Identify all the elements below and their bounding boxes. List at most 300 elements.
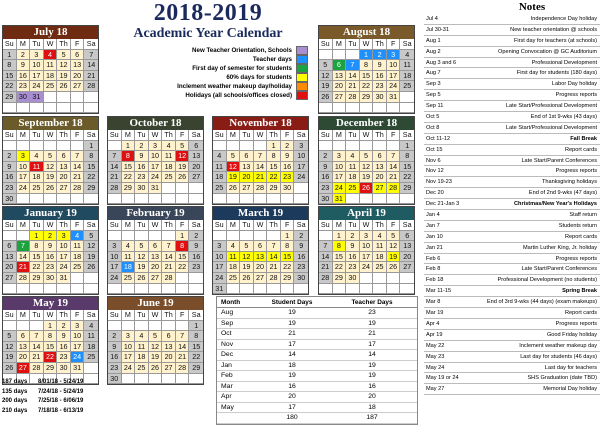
day-cell: 18 (71, 252, 85, 263)
empty-cell (3, 231, 17, 242)
notes-panel (424, 0, 600, 414)
note-row (424, 232, 600, 243)
note-event: SHS Graduation (date TBD) (527, 375, 597, 382)
note-date: Sep 11 (426, 103, 444, 110)
legend-row (118, 64, 308, 73)
day-cell: 18 (346, 172, 360, 183)
month-header: January 19 (3, 207, 98, 220)
month-header: April 19 (319, 207, 414, 220)
note-event: Progress reports (555, 92, 597, 99)
empty-cell (346, 50, 360, 61)
empty-cell (44, 103, 58, 114)
day-cell: 12 (3, 342, 17, 353)
note-row (424, 319, 600, 330)
day-cell: 6 (149, 241, 163, 252)
day-cell: 1 (281, 231, 295, 242)
empty-cell (373, 194, 387, 205)
note-event: New teacher orientation @ schools (510, 26, 597, 33)
count-teacher: 16 (368, 382, 376, 390)
note-row (424, 330, 600, 341)
day-cell: 27 (189, 172, 203, 183)
day-cell: 27 (3, 273, 17, 284)
day-cell: 18 (400, 71, 414, 82)
weekday-label: Tu (346, 39, 360, 50)
day-cell: 21 (319, 262, 333, 273)
note-row (424, 341, 600, 352)
legend (118, 46, 308, 100)
day-cell: 31 (333, 194, 347, 205)
note-row (424, 308, 600, 319)
day-cell: 6 (71, 50, 85, 61)
count-student: 19 (288, 372, 296, 379)
empty-cell (333, 141, 347, 152)
day-cell: 24 (294, 172, 308, 183)
day-cell: 31 (57, 273, 71, 284)
empty-cell (189, 284, 203, 295)
month-header: November 18 (213, 117, 308, 130)
day-cell: 13 (162, 342, 176, 353)
day-cell: 9 (108, 342, 122, 353)
day-cell: 1 (176, 231, 190, 242)
note-date: Jan 4 (426, 212, 440, 219)
empty-cell (162, 321, 176, 332)
empty-cell (17, 231, 31, 242)
weekday-label: Tu (240, 130, 254, 141)
day-cell: 3 (294, 141, 308, 152)
note-event: Late Start/Professional Development (505, 124, 597, 131)
day-cell: 7 (84, 50, 98, 61)
note-date: Sep 5 (426, 92, 441, 99)
day-cell: 10 (360, 241, 374, 252)
day-cell: 27 (333, 92, 347, 103)
count-student: 18 (288, 361, 296, 369)
day-cell: 24 (17, 183, 31, 194)
weekday-label: W (149, 310, 163, 321)
day-cell: 22 (360, 81, 374, 92)
empty-cell (213, 194, 227, 205)
note-row (424, 177, 600, 188)
note-row (424, 199, 600, 210)
day-cell: 29 (189, 363, 203, 374)
day-cell: 26 (149, 363, 163, 374)
day-count-row (217, 382, 417, 393)
day-cell: 4 (346, 151, 360, 162)
weekday-label: F (387, 130, 401, 141)
day-cell: 8 (189, 331, 203, 342)
day-cell: 7 (162, 241, 176, 252)
day-cell: 7 (71, 151, 85, 162)
day-cell: 6 (189, 141, 203, 152)
day-cell: 10 (108, 252, 122, 263)
day-cell: 2 (108, 331, 122, 342)
empty-cell (135, 231, 149, 242)
day-cell: 25 (346, 183, 360, 194)
day-cell: 26 (240, 273, 254, 284)
legend-swatch (296, 82, 308, 91)
day-cell: 9 (319, 162, 333, 173)
legend-label: 60% days for students (226, 74, 292, 81)
day-cell: 26 (360, 183, 374, 194)
day-cell: 5 (319, 60, 333, 71)
empty-cell (17, 194, 31, 205)
note-date: May 27 (426, 386, 445, 393)
day-cell: 20 (333, 81, 347, 92)
day-cell: 16 (373, 71, 387, 82)
count-month: Mar (221, 382, 233, 390)
day-cell: 25 (227, 273, 241, 284)
count-student: 19 (288, 309, 296, 316)
day-cell: 11 (84, 331, 98, 342)
weekday-label: M (122, 310, 136, 321)
note-date: Feb 8 (426, 266, 441, 273)
empty-cell (213, 141, 227, 152)
weekday-label: Sa (84, 220, 98, 231)
day-cell: 1 (333, 231, 347, 242)
day-cell: 20 (57, 172, 71, 183)
day-cell: 28 (387, 183, 401, 194)
day-cell: 2 (17, 50, 31, 61)
day-count-table (216, 296, 418, 425)
weekday-label: Th (57, 220, 71, 231)
day-cell: 24 (30, 81, 44, 92)
day-cell: 10 (57, 241, 71, 252)
day-count-rows (217, 308, 417, 424)
legend-swatch (296, 55, 308, 64)
empty-cell (294, 194, 308, 205)
weekday-label: Th (373, 220, 387, 231)
empty-cell (3, 321, 17, 332)
day-cell: 26 (319, 92, 333, 103)
day-cell: 27 (240, 183, 254, 194)
day-cell: 16 (3, 172, 17, 183)
day-cell: 21 (387, 172, 401, 183)
empty-cell (400, 273, 414, 284)
day-cell: 18 (373, 252, 387, 263)
day-cell: 20 (71, 71, 85, 82)
weekday-label: W (44, 310, 58, 321)
total-range: 8/01/18 - 5/24/19 (38, 379, 84, 385)
note-row (424, 79, 600, 90)
day-cell: 19 (227, 172, 241, 183)
note-event: Report cards (564, 146, 597, 153)
month-header: December 18 (319, 117, 414, 130)
day-cell: 13 (149, 252, 163, 263)
day-cell: 26 (44, 183, 58, 194)
empty-cell (57, 284, 71, 295)
day-cell: 28 (176, 363, 190, 374)
empty-cell (44, 194, 58, 205)
day-cell: 4 (213, 151, 227, 162)
empty-cell (360, 141, 374, 152)
total-label: 135 days (2, 388, 28, 395)
day-cell: 7 (17, 241, 31, 252)
day-cell: 7 (319, 241, 333, 252)
day-cell: 7 (346, 60, 360, 71)
weekday-label: Tu (346, 220, 360, 231)
day-cell: 15 (360, 71, 374, 82)
weekday-label: F (281, 130, 295, 141)
empty-cell (319, 284, 333, 295)
day-cell: 19 (135, 262, 149, 273)
month-november (212, 116, 309, 205)
note-row (424, 68, 600, 79)
day-cell: 21 (267, 262, 281, 273)
day-cell: 4 (400, 50, 414, 61)
day-cell: 29 (400, 183, 414, 194)
day-cell: 21 (17, 262, 31, 273)
empty-cell (162, 194, 176, 205)
day-cell: 17 (149, 162, 163, 173)
day-cell: 9 (17, 60, 31, 71)
day-cell: 27 (162, 363, 176, 374)
day-cell: 22 (3, 81, 17, 92)
day-cell: 28 (162, 273, 176, 284)
day-cell: 4 (84, 321, 98, 332)
day-count-row (217, 319, 417, 330)
weekday-label: W (44, 220, 58, 231)
empty-cell (227, 141, 241, 152)
day-cell: 17 (333, 172, 347, 183)
count-teacher: 187 (366, 414, 378, 421)
weekday-label: Sa (189, 220, 203, 231)
day-cell: 2 (373, 50, 387, 61)
note-row (424, 90, 600, 101)
month-header: March 19 (213, 207, 308, 220)
empty-cell (319, 231, 333, 242)
empty-cell (213, 231, 227, 242)
day-cell: 26 (3, 363, 17, 374)
count-month: Dec (221, 351, 234, 358)
empty-cell (400, 194, 414, 205)
note-date: Feb 18 (426, 277, 444, 284)
day-cell: 4 (44, 50, 58, 61)
day-cell: 22 (333, 262, 347, 273)
month-grid (3, 310, 98, 384)
month-header: September 18 (3, 117, 98, 130)
day-cell: 1 (3, 50, 17, 61)
empty-cell (333, 103, 347, 114)
count-month: Oct (221, 330, 232, 337)
day-cell: 23 (346, 262, 360, 273)
weekday-label: Su (213, 220, 227, 231)
day-cell: 30 (44, 273, 58, 284)
note-row (424, 384, 600, 395)
day-cell: 30 (346, 273, 360, 284)
empty-cell (71, 284, 85, 295)
col-student-days: Student Days (271, 299, 313, 306)
day-cell: 25 (213, 183, 227, 194)
weekday-label: Sa (84, 130, 98, 141)
day-cell: 15 (176, 252, 190, 263)
empty-cell (254, 231, 268, 242)
day-cell: 9 (135, 151, 149, 162)
weekday-label: F (71, 220, 85, 231)
day-cell: 18 (162, 162, 176, 173)
note-date: Jul 30-31 (426, 26, 450, 33)
day-cell: 17 (108, 262, 122, 273)
weekday-label: Sa (400, 130, 414, 141)
count-student: 180 (286, 414, 298, 421)
note-row (424, 25, 600, 36)
weekday-label: W (360, 39, 374, 50)
day-cell: 13 (57, 162, 71, 173)
day-cell: 3 (333, 151, 347, 162)
note-row (424, 363, 600, 374)
day-cell: 16 (346, 252, 360, 263)
month-december (318, 116, 415, 205)
day-cell: 18 (84, 342, 98, 353)
month-august (318, 25, 415, 114)
note-event: Progress reports (555, 320, 597, 327)
count-teacher: 18 (368, 403, 376, 411)
day-cell: 17 (122, 352, 136, 363)
note-event: Last day for students (46 days) (520, 353, 597, 360)
day-cell: 19 (3, 352, 17, 363)
empty-cell (294, 183, 308, 194)
day-cell: 22 (176, 262, 190, 273)
day-cell: 8 (360, 60, 374, 71)
empty-cell (254, 284, 268, 295)
weekday-label: Su (319, 39, 333, 50)
empty-cell (57, 194, 71, 205)
note-row (424, 221, 600, 232)
note-date: Aug 1 (426, 37, 441, 44)
day-cell: 16 (57, 342, 71, 353)
day-cell: 1 (267, 141, 281, 152)
weekday-label: Th (267, 130, 281, 141)
day-cell: 5 (84, 231, 98, 242)
day-cell: 13 (17, 342, 31, 353)
note-date: Nov 19-23 (426, 179, 452, 186)
count-student: 17 (288, 340, 296, 348)
note-date: Sep 3 (426, 81, 441, 88)
empty-cell (387, 194, 401, 205)
day-cell: 27 (57, 183, 71, 194)
day-cell: 12 (44, 162, 58, 173)
note-event: Report cards (564, 310, 597, 317)
day-cell: 5 (57, 50, 71, 61)
day-cell: 11 (30, 162, 44, 173)
note-event: End of 2nd 9-wks (47 days) (528, 190, 597, 197)
note-row (424, 14, 600, 25)
day-cell: 14 (319, 252, 333, 263)
day-cell: 5 (149, 331, 163, 342)
empty-cell (346, 284, 360, 295)
empty-cell (373, 103, 387, 114)
count-teacher: 19 (368, 319, 376, 327)
day-cell: 13 (71, 60, 85, 71)
day-cell: 12 (227, 162, 241, 173)
empty-cell (319, 141, 333, 152)
day-cell: 15 (333, 252, 347, 263)
day-cell: 8 (122, 151, 136, 162)
day-cell: 20 (373, 172, 387, 183)
note-date: Aug 7 (426, 70, 441, 77)
day-cell: 12 (240, 252, 254, 263)
day-cell: 14 (267, 252, 281, 263)
empty-cell (281, 194, 295, 205)
weekday-label: W (149, 130, 163, 141)
day-cell: 29 (267, 183, 281, 194)
note-date: Jan 21 (426, 244, 443, 251)
day-cell: 9 (44, 241, 58, 252)
day-cell: 17 (57, 252, 71, 263)
day-cell: 6 (3, 241, 17, 252)
weekday-label: F (176, 220, 190, 231)
day-cell: 4 (135, 331, 149, 342)
note-event: Independence Day holiday (530, 16, 597, 22)
empty-cell (135, 374, 149, 385)
empty-cell (360, 194, 374, 205)
note-row (424, 297, 600, 308)
weekday-label: Th (57, 310, 71, 321)
empty-cell (387, 141, 401, 152)
note-event: Memorial Day holiday (543, 386, 597, 393)
legend-swatch (296, 64, 308, 73)
weekday-label: W (44, 39, 58, 50)
day-cell: 27 (71, 81, 85, 92)
day-cell: 27 (400, 262, 414, 273)
empty-cell (17, 103, 31, 114)
month-march (212, 206, 309, 295)
day-cell: 9 (3, 162, 17, 173)
day-cell: 23 (319, 183, 333, 194)
day-cell: 20 (240, 172, 254, 183)
day-cell: 8 (267, 151, 281, 162)
day-cell: 4 (227, 241, 241, 252)
note-event: Report cards (564, 233, 597, 240)
day-cell: 7 (30, 331, 44, 342)
empty-cell (122, 231, 136, 242)
day-cell: 1 (189, 321, 203, 332)
day-cell: 19 (84, 252, 98, 263)
day-cell: 19 (319, 81, 333, 92)
empty-cell (71, 92, 85, 103)
day-cell: 5 (240, 241, 254, 252)
day-cell: 20 (149, 262, 163, 273)
day-cell: 16 (189, 252, 203, 263)
month-header: July 18 (3, 26, 98, 39)
empty-cell (387, 284, 401, 295)
day-cell: 16 (294, 252, 308, 263)
weekday-label: Su (3, 130, 17, 141)
day-count-row (217, 340, 417, 351)
empty-cell (162, 183, 176, 194)
weekday-label: M (333, 220, 347, 231)
day-cell: 29 (281, 273, 295, 284)
day-cell: 10 (294, 151, 308, 162)
note-row (424, 58, 600, 69)
day-cell: 1 (44, 321, 58, 332)
day-cell: 12 (84, 241, 98, 252)
day-cell: 22 (122, 172, 136, 183)
month-october (107, 116, 204, 205)
day-cell: 6 (57, 151, 71, 162)
weekday-label: Tu (240, 220, 254, 231)
total-row (2, 397, 110, 407)
empty-cell (346, 194, 360, 205)
note-event: Thanksgiving holidays (541, 179, 597, 186)
day-cell: 4 (373, 231, 387, 242)
weekday-label: Sa (84, 39, 98, 50)
empty-cell (84, 103, 98, 114)
empty-cell (149, 194, 163, 205)
note-event: Progress reports (555, 255, 597, 262)
day-cell: 20 (254, 262, 268, 273)
day-cell: 11 (44, 60, 58, 71)
note-event: Martin Luther King, Jr. holiday (523, 244, 597, 251)
day-cell: 19 (44, 172, 58, 183)
